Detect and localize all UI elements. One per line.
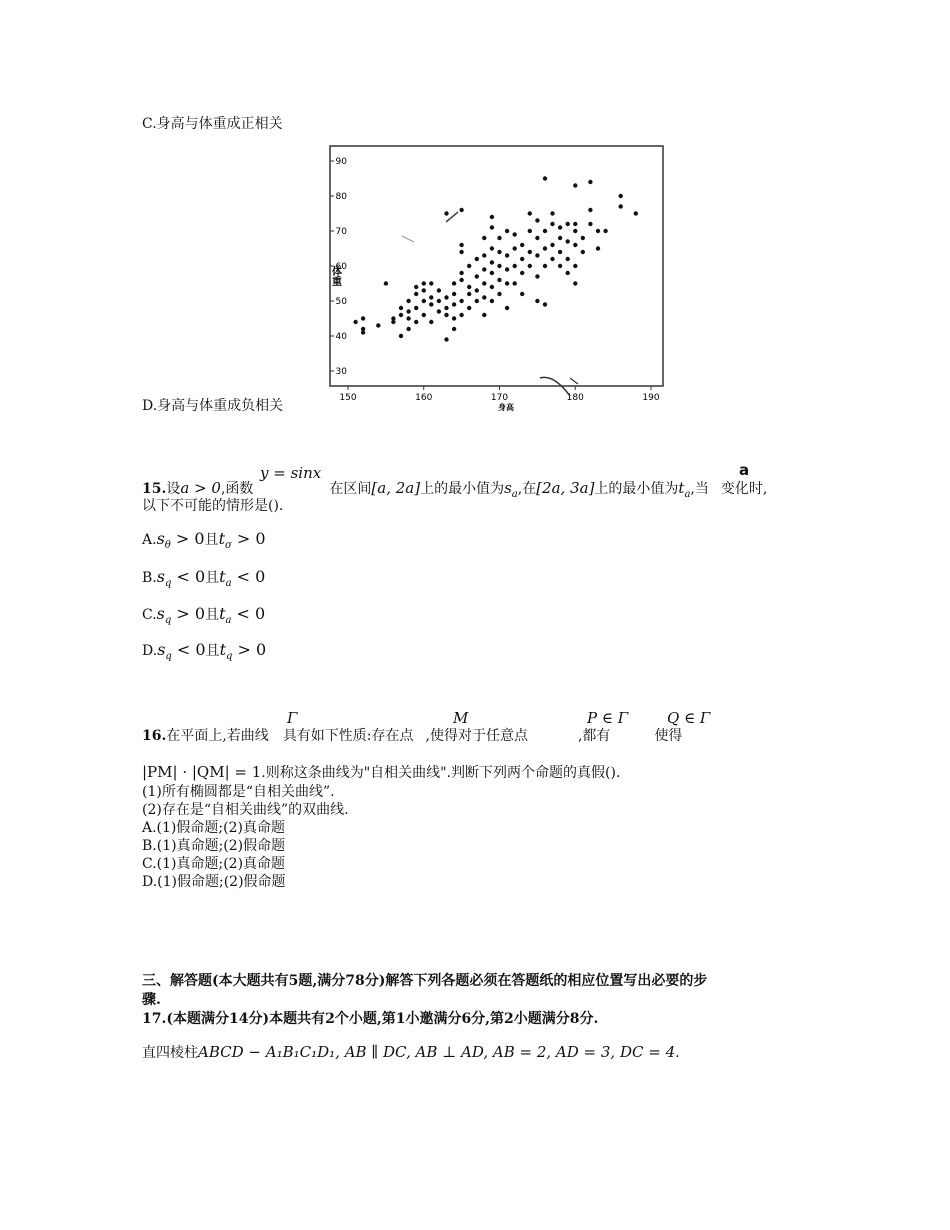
- data-point: [573, 264, 577, 268]
- q17-text: 直四棱柱: [142, 1045, 198, 1061]
- q16-text: 在平面上,若曲线: [166, 728, 269, 744]
- data-point: [528, 264, 532, 268]
- q15-text: 变化时,: [720, 481, 768, 497]
- data-point: [490, 299, 494, 303]
- data-point: [528, 211, 532, 215]
- y-axis-label: 体重: [329, 266, 341, 286]
- data-point: [467, 306, 471, 310]
- q15-math: a > 0: [180, 479, 221, 497]
- data-point: [459, 271, 463, 275]
- data-point: [573, 222, 577, 226]
- data-point: [482, 236, 486, 240]
- x-axis-label: 身高: [498, 403, 514, 412]
- q15-math: $t_a$: [678, 479, 691, 500]
- data-point: [543, 264, 547, 268]
- data-point: [550, 222, 554, 226]
- data-point: [444, 295, 448, 299]
- q14-option-c: C.身高与体重成正相关: [142, 116, 283, 132]
- data-point: [490, 225, 494, 229]
- data-point: [399, 334, 403, 338]
- data-point: [452, 327, 456, 331]
- scan-mark: [402, 236, 414, 242]
- data-point: [490, 271, 494, 275]
- data-point: [573, 183, 577, 187]
- data-point: [475, 257, 479, 261]
- q16-number: 16.: [142, 728, 167, 744]
- q16-condition: |PM| · |QM| = 1: [142, 763, 262, 781]
- data-point: [535, 253, 539, 257]
- data-point: [482, 267, 486, 271]
- q15-math: [a, 2a]: [371, 479, 421, 497]
- data-point: [437, 309, 441, 313]
- q16-line2: [142, 764, 620, 781]
- data-point: [573, 281, 577, 285]
- q16-q-in-gamma: Q ∈ Γ: [667, 709, 711, 727]
- data-point: [467, 292, 471, 296]
- data-point: [566, 271, 570, 275]
- data-point: [543, 229, 547, 233]
- data-point: [361, 316, 365, 320]
- scan-mark: [570, 378, 578, 384]
- data-point: [444, 313, 448, 317]
- data-point: [588, 208, 592, 212]
- data-point: [490, 260, 494, 264]
- q16-text: 具有如下性质:存在点: [282, 728, 414, 744]
- data-point: [459, 313, 463, 317]
- data-point: [475, 299, 479, 303]
- q15-text: ,当: [690, 481, 709, 497]
- x-axis-ticks: [339, 386, 659, 403]
- y-tick-label: 40: [335, 332, 347, 342]
- q16-option: D.(1)假命题;(2)假命题: [142, 874, 286, 890]
- q15-function: y = sinx: [260, 464, 322, 482]
- data-point: [429, 320, 433, 324]
- data-point: [452, 292, 456, 296]
- data-point: [406, 299, 410, 303]
- section3-heading-cont: 骤.: [142, 992, 161, 1008]
- data-point: [459, 243, 463, 247]
- data-point: [543, 246, 547, 250]
- data-point: [513, 232, 517, 236]
- data-point: [497, 236, 501, 240]
- data-point: [596, 229, 600, 233]
- data-point: [520, 271, 524, 275]
- data-point: [566, 257, 570, 261]
- q16-text: .则称这条曲线为"自相关曲线".判断下列两个命题的真假().: [261, 765, 621, 781]
- data-point: [558, 250, 562, 254]
- data-point: [513, 264, 517, 268]
- data-point: [444, 337, 448, 341]
- data-point: [399, 306, 403, 310]
- data-point: [543, 302, 547, 306]
- data-point: [437, 288, 441, 292]
- data-point: [558, 225, 562, 229]
- data-point: [505, 306, 509, 310]
- data-point: [414, 285, 418, 289]
- data-point: [361, 330, 365, 334]
- data-point: [528, 250, 532, 254]
- q16-point-m: M: [453, 709, 469, 727]
- data-point: [588, 222, 592, 226]
- q15-a-above: a: [739, 461, 750, 479]
- q15-option: $C.s_q > 0$且$t_a < 0$: [142, 604, 266, 627]
- q15-text: 上的最小值为: [420, 481, 505, 497]
- data-point: [467, 264, 471, 268]
- data-point: [422, 281, 426, 285]
- data-point: [497, 278, 501, 282]
- q15-text: 上的最小值为: [594, 481, 679, 497]
- x-tick-label: 170: [490, 393, 509, 403]
- data-point: [452, 281, 456, 285]
- y-tick-label: 30: [335, 367, 347, 377]
- x-tick-label: 180: [566, 393, 584, 403]
- data-point: [482, 281, 486, 285]
- q15-text: ,函数: [220, 481, 254, 497]
- data-point: [535, 274, 539, 278]
- data-point: [452, 316, 456, 320]
- data-point: [573, 229, 577, 233]
- q15-text: 设: [166, 481, 181, 497]
- q16-gamma: Γ: [287, 709, 298, 727]
- q15-number: 15.: [142, 481, 167, 497]
- q16-text: 使得: [654, 728, 683, 744]
- data-point: [497, 292, 501, 296]
- data-point: [391, 320, 395, 324]
- y-tick-label: 50: [335, 297, 347, 307]
- data-point: [475, 288, 479, 292]
- data-point: [422, 288, 426, 292]
- data-point: [550, 257, 554, 261]
- data-point: [429, 295, 433, 299]
- data-point: [535, 299, 539, 303]
- data-point: [414, 292, 418, 296]
- data-point: [505, 267, 509, 271]
- q16-text: ,使得对于任意点: [425, 728, 528, 744]
- data-point: [528, 229, 532, 233]
- data-point: [482, 313, 486, 317]
- data-point: [437, 299, 441, 303]
- data-point: [520, 257, 524, 261]
- data-point: [475, 274, 479, 278]
- data-point: [535, 218, 539, 222]
- data-point: [467, 285, 471, 289]
- data-point: [505, 253, 509, 257]
- data-point: [520, 243, 524, 247]
- data-point: [513, 246, 517, 250]
- data-point: [406, 327, 410, 331]
- y-tick-label: 60: [335, 262, 347, 272]
- data-point: [603, 229, 607, 233]
- data-point: [490, 285, 494, 289]
- y-tick-label: 80: [335, 192, 347, 202]
- data-point: [505, 281, 509, 285]
- data-point: [376, 323, 380, 327]
- q15-option: $A.s_\theta > 0$且$t_\sigma > 0$: [142, 529, 266, 552]
- data-point: [596, 246, 600, 250]
- data-point: [543, 176, 547, 180]
- q16-text: ,都有: [577, 728, 611, 744]
- q17-math: ABCD − A₁B₁C₁D₁, AB ∥ DC, AB ⊥ AD, AB = 2, AD = 3, DC = 4: [198, 1043, 676, 1061]
- data-point: [459, 278, 463, 282]
- data-point: [482, 295, 486, 299]
- data-point: [513, 281, 517, 285]
- q15-line2: 以下不可能的情形是().: [142, 498, 284, 514]
- q15-text: 在区间: [329, 481, 372, 497]
- data-point: [558, 264, 562, 268]
- q15-text: ,在: [517, 481, 537, 497]
- data-point: [490, 246, 494, 250]
- data-point: [505, 229, 509, 233]
- q16-option: A.(1)假命题;(2)真命题: [142, 820, 285, 836]
- data-point: [384, 281, 388, 285]
- data-point: [353, 320, 357, 324]
- data-point: [566, 239, 570, 243]
- q17-text: .: [675, 1045, 680, 1061]
- data-point: [459, 299, 463, 303]
- data-point: [581, 236, 585, 240]
- q14-option-d: D.身高与体重成负相关: [142, 398, 284, 414]
- data-point: [399, 313, 403, 317]
- data-point: [588, 180, 592, 184]
- chart-frame: [330, 146, 663, 386]
- data-point: [497, 250, 501, 254]
- data-point: [619, 194, 623, 198]
- data-point: [444, 306, 448, 310]
- q16-line1: [142, 728, 682, 744]
- data-point: [634, 211, 638, 215]
- data-point: [429, 281, 433, 285]
- height-weight-scatter-chart: [318, 138, 678, 418]
- data-point: [422, 313, 426, 317]
- data-point: [422, 299, 426, 303]
- data-point: [406, 309, 410, 313]
- x-tick-label: 150: [339, 393, 357, 403]
- q17-line1: [142, 1044, 680, 1061]
- q15-math: [2a, 3a]: [536, 479, 595, 497]
- data-point: [573, 243, 577, 247]
- data-point: [444, 211, 448, 215]
- data-point: [535, 236, 539, 240]
- y-tick-label: 90: [335, 157, 347, 167]
- data-point: [414, 306, 418, 310]
- q15-option: $D.s_q < 0$且$t_q > 0$: [142, 640, 267, 663]
- data-point: [581, 250, 585, 254]
- data-point: [406, 316, 410, 320]
- q17-header: 17.(本题满分14分)本题共有2个小题,第1小邀满分6分,第2小题满分8分.: [142, 1011, 599, 1027]
- data-point: [482, 253, 486, 257]
- data-point: [520, 292, 524, 296]
- x-tick-label: 160: [415, 393, 433, 403]
- section3-heading: 三、解答题(本大题共有5题,满分78分)解答下列各题必须在答题纸的相应位置写出必要的步: [142, 973, 708, 989]
- data-point: [550, 211, 554, 215]
- x-tick-label: 190: [642, 393, 660, 403]
- data-point: [558, 236, 562, 240]
- q16-option: C.(1)真命题;(2)真命题: [142, 856, 286, 872]
- data-points: [353, 176, 638, 341]
- data-point: [459, 208, 463, 212]
- data-point: [497, 264, 501, 268]
- data-point: [429, 302, 433, 306]
- data-point: [490, 215, 494, 219]
- q16-p-in-gamma: P ∈ Γ: [587, 709, 629, 727]
- data-point: [566, 222, 570, 226]
- q16-option: B.(1)真命题;(2)假命题: [142, 838, 286, 854]
- data-point: [619, 204, 623, 208]
- data-point: [414, 320, 418, 324]
- q16-proposition-2: (2)存在是“自相关曲线”的双曲线.: [142, 802, 349, 818]
- q16-proposition-1: (1)所有椭圆都是“自相关曲线”.: [142, 784, 335, 800]
- data-point: [452, 302, 456, 306]
- data-point: [550, 243, 554, 247]
- y-tick-label: 70: [335, 227, 347, 237]
- data-point: [459, 250, 463, 254]
- q15-option: $B.s_q < 0$且$t_a < 0$: [142, 567, 266, 590]
- q15-math: $s_a$: [504, 479, 518, 500]
